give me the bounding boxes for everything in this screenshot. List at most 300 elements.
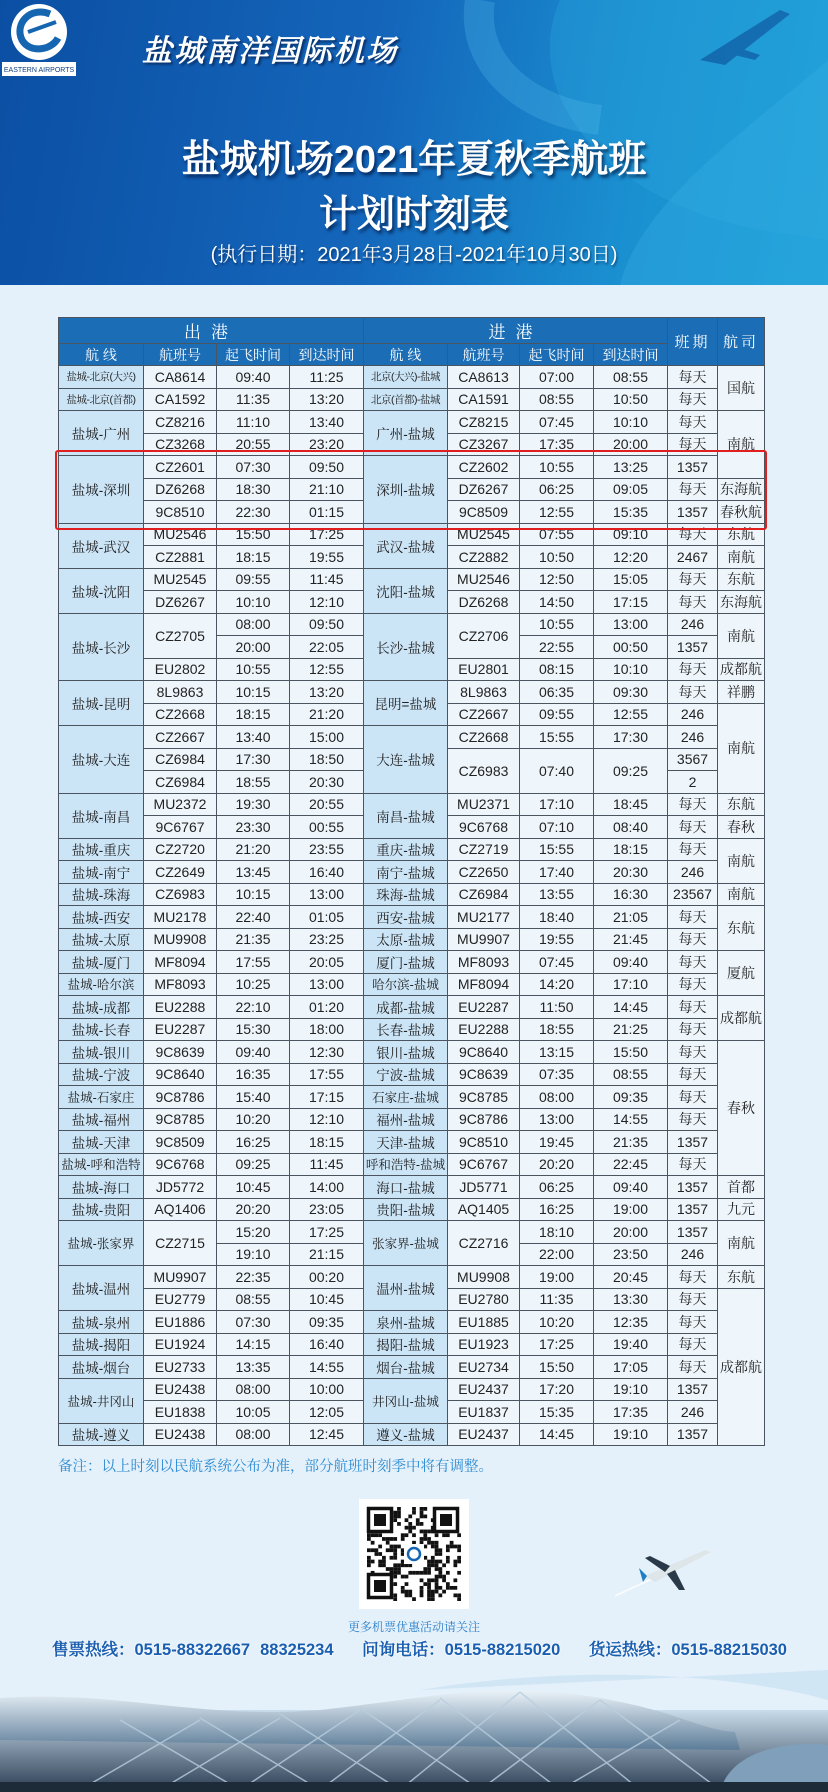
cargo-number[interactable]: 0515-88215030: [671, 1641, 787, 1659]
out-dep-cell: 09:40: [217, 1041, 290, 1064]
schedule-cell: 1357: [668, 501, 718, 524]
in-dep-cell: 18:40: [520, 906, 594, 929]
out-route-cell: 盐城-宁波: [59, 1063, 144, 1086]
out-flight-cell: CZ2715: [144, 1221, 217, 1266]
out-arr-cell: 11:45: [290, 568, 364, 591]
in-arr-cell: 09:40: [594, 951, 668, 974]
airline-cell: 春秋: [718, 1041, 765, 1176]
in-dep-cell: 16:25: [520, 1198, 594, 1221]
out-route-cell: 盐城-南昌: [59, 793, 144, 838]
out-flight-cell: EU1886: [144, 1311, 217, 1334]
in-dep-cell: 08:55: [520, 388, 594, 411]
in-flight-cell: EU2287: [448, 996, 520, 1019]
in-route-cell: 南宁-盐城: [364, 861, 448, 884]
out-dep-cell: 10:15: [217, 883, 290, 906]
in-route-cell: 大连-盐城: [364, 726, 448, 794]
out-route-cell: 盐城-珠海: [59, 883, 144, 906]
out-route-cell: 盐城-重庆: [59, 838, 144, 861]
in-arr-cell: 22:45: [594, 1153, 668, 1176]
table-row: [59, 906, 765, 929]
out-flight-cell: EU1838: [144, 1401, 217, 1424]
out-arr-cell: 13:20: [290, 388, 364, 411]
table-row: [59, 793, 765, 816]
out-dep-cell: 19:10: [217, 1243, 290, 1266]
in-flight-cell: CZ8215: [448, 411, 520, 434]
out-arr-cell: 01:15: [290, 501, 364, 524]
in-dep-cell: 20:20: [520, 1153, 594, 1176]
airline-cell: 成都航: [718, 658, 765, 681]
header-out-flight: 航班号: [144, 344, 217, 366]
in-dep-cell: 19:45: [520, 1131, 594, 1154]
out-arr-cell: 17:15: [290, 1086, 364, 1109]
in-arr-cell: 17:05: [594, 1356, 668, 1379]
schedule-cell: 246: [668, 1401, 718, 1424]
in-flight-cell: 9C8785: [448, 1086, 520, 1109]
out-route-cell: 盐城-井冈山: [59, 1378, 144, 1423]
table-row: [59, 1063, 765, 1086]
out-arr-cell: 19:55: [290, 546, 364, 569]
out-flight-cell: 9C8640: [144, 1063, 217, 1086]
schedule-cell: 1357: [668, 1221, 718, 1244]
table-row: [59, 1198, 765, 1221]
schedule-cell: 1357: [668, 1131, 718, 1154]
table-row: [59, 1041, 765, 1064]
out-flight-cell: CZ8216: [144, 411, 217, 434]
table-row: [59, 366, 765, 389]
out-flight-cell: EU2779: [144, 1288, 217, 1311]
in-route-cell: 呼和浩特-盐城: [364, 1153, 448, 1176]
in-dep-cell: 15:55: [520, 726, 594, 749]
out-flight-cell: 9C8785: [144, 1108, 217, 1131]
in-arr-cell: 09:35: [594, 1086, 668, 1109]
in-arr-cell: 15:50: [594, 1041, 668, 1064]
out-flight-cell: CZ6983: [144, 883, 217, 906]
out-dep-cell: 16:25: [217, 1131, 290, 1154]
schedule-cell: 1357: [668, 456, 718, 479]
in-route-cell: 海口-盐城: [364, 1176, 448, 1199]
in-dep-cell: 07:45: [520, 951, 594, 974]
in-arr-cell: 00:50: [594, 636, 668, 659]
in-flight-cell: DZ6267: [448, 478, 520, 501]
in-arr-cell: 17:30: [594, 726, 668, 749]
cargo-label: 货运热线：: [588, 1641, 672, 1659]
in-flight-cell: 9C6768: [448, 816, 520, 839]
in-dep-cell: 13:00: [520, 1108, 594, 1131]
in-dep-cell: 07:10: [520, 816, 594, 839]
schedule-cell: 2: [668, 771, 718, 794]
out-flight-cell: MU2178: [144, 906, 217, 929]
schedule-cell: 1357: [668, 1198, 718, 1221]
out-flight-cell: EU2802: [144, 658, 217, 681]
out-arr-cell: 12:30: [290, 1041, 364, 1064]
ticket-hotline-number[interactable]: 0515-88322667: [134, 1641, 251, 1659]
out-flight-cell: CZ2668: [144, 703, 217, 726]
table-row: [59, 883, 765, 906]
out-flight-cell: DZ6267: [144, 591, 217, 614]
header-schedule: 班期: [668, 318, 718, 366]
in-arr-cell: 08:55: [594, 366, 668, 389]
out-arr-cell: 18:50: [290, 748, 364, 771]
schedule-cell: 246: [668, 861, 718, 884]
out-route-cell: 盐城-武汉: [59, 523, 144, 568]
eastern-airports-logo: [0, 0, 78, 78]
in-route-cell: 哈尔滨-盐城: [364, 973, 448, 996]
in-route-cell: 张家界-盐城: [364, 1221, 448, 1266]
out-route-cell: 盐城-北京(首都): [59, 388, 144, 411]
out-dep-cell: 15:50: [217, 523, 290, 546]
out-arr-cell: 16:40: [290, 1333, 364, 1356]
out-dep-cell: 18:15: [217, 703, 290, 726]
inquiry-number[interactable]: 0515-88215020: [444, 1641, 561, 1659]
schedule-cell: 246: [668, 1243, 718, 1266]
out-dep-cell: 15:40: [217, 1086, 290, 1109]
in-arr-cell: 19:10: [594, 1378, 668, 1401]
out-dep-cell: 22:35: [217, 1266, 290, 1289]
in-dep-cell: 17:10: [520, 793, 594, 816]
in-arr-cell: 17:35: [594, 1401, 668, 1424]
airline-cell: 成都航: [718, 1288, 765, 1446]
airline-cell: 首都: [718, 1176, 765, 1199]
in-arr-cell: 18:45: [594, 793, 668, 816]
in-route-cell: 宁波-盐城: [364, 1063, 448, 1086]
in-flight-cell: CZ2716: [448, 1221, 520, 1266]
out-dep-cell: 13:35: [217, 1356, 290, 1379]
in-arr-cell: 13:30: [594, 1288, 668, 1311]
in-dep-cell: 10:20: [520, 1311, 594, 1334]
table-row: [59, 1131, 765, 1154]
table-row: [59, 1018, 765, 1041]
out-arr-cell: 13:20: [290, 681, 364, 704]
out-dep-cell: 10:55: [217, 658, 290, 681]
in-arr-cell: 20:30: [594, 861, 668, 884]
airport-name-logo: 盐城南洋国际机场: [142, 34, 398, 69]
out-dep-cell: 07:30: [217, 1311, 290, 1334]
in-dep-cell: 11:50: [520, 996, 594, 1019]
out-dep-cell: 15:30: [217, 1018, 290, 1041]
table-row: [59, 1266, 765, 1289]
out-arr-cell: 17:25: [290, 1221, 364, 1244]
out-flight-cell: EU2438: [144, 1423, 217, 1446]
in-arr-cell: 10:10: [594, 658, 668, 681]
out-arr-cell: 20:55: [290, 793, 364, 816]
schedule-cell: 每天: [668, 1333, 718, 1356]
in-arr-cell: 09:10: [594, 523, 668, 546]
airline-cell: 东航: [718, 1266, 765, 1289]
out-dep-cell: 08:00: [217, 613, 290, 636]
schedule-cell: 每天: [668, 411, 718, 434]
table-row: [59, 928, 765, 951]
out-flight-cell: MU9908: [144, 928, 217, 951]
airline-cell: 东海航: [718, 478, 765, 501]
out-arr-cell: 14:00: [290, 1176, 364, 1199]
page-title: 盐城机场2021年夏秋季航班: [181, 139, 647, 181]
out-arr-cell: 20:05: [290, 951, 364, 974]
airline-cell: 南航: [718, 838, 765, 883]
in-route-cell: 厦门-盐城: [364, 951, 448, 974]
in-arr-cell: 20:00: [594, 1221, 668, 1244]
inquiry-label: 问询电话：: [362, 1641, 445, 1659]
header-in-flight: 航班号: [448, 344, 520, 366]
in-route-cell: 重庆-盐城: [364, 838, 448, 861]
airline-cell: 南航: [718, 703, 765, 793]
in-arr-cell: 21:05: [594, 906, 668, 929]
in-arr-cell: 15:35: [594, 501, 668, 524]
airline-cell: 国航: [718, 366, 765, 411]
out-flight-cell: EU2287: [144, 1018, 217, 1041]
header-arrivals: 进港: [364, 318, 668, 344]
table-row: [59, 838, 765, 861]
out-arr-cell: 23:05: [290, 1198, 364, 1221]
out-route-cell: 盐城-沈阳: [59, 568, 144, 613]
out-route-cell: 盐城-温州: [59, 1266, 144, 1311]
out-dep-cell: 07:30: [217, 456, 290, 479]
header-in-dep: 起飞时间: [520, 344, 594, 366]
in-route-cell: 遵义-盐城: [364, 1423, 448, 1446]
schedule-cell: 每天: [668, 1266, 718, 1289]
in-flight-cell: 9C8640: [448, 1041, 520, 1064]
schedule-cell: 246: [668, 613, 718, 636]
out-flight-cell: EU1924: [144, 1333, 217, 1356]
in-arr-cell: 08:40: [594, 816, 668, 839]
out-arr-cell: 00:20: [290, 1266, 364, 1289]
in-flight-cell: DZ6268: [448, 591, 520, 614]
schedule-cell: 1357: [668, 1378, 718, 1401]
in-flight-cell: MU2177: [448, 906, 520, 929]
header-in-route: 航 线: [364, 344, 448, 366]
table-row: [59, 568, 765, 591]
out-route-cell: 盐城-大连: [59, 726, 144, 794]
in-flight-cell: CA8613: [448, 366, 520, 389]
in-flight-cell: MU2371: [448, 793, 520, 816]
out-dep-cell: 13:45: [217, 861, 290, 884]
out-flight-cell: CZ6984: [144, 748, 217, 771]
in-dep-cell: 06:25: [520, 478, 594, 501]
header-in-arr: 到达时间: [594, 344, 668, 366]
out-flight-cell: 9C8639: [144, 1041, 217, 1064]
in-route-cell: 长春-盐城: [364, 1018, 448, 1041]
out-arr-cell: 22:05: [290, 636, 364, 659]
schedule-cell: 每天: [668, 478, 718, 501]
in-route-cell: 烟台-盐城: [364, 1356, 448, 1379]
page-subtitle: 计划时刻表: [318, 194, 509, 236]
schedule-cell: 每天: [668, 433, 718, 456]
out-arr-cell: 09:50: [290, 613, 364, 636]
in-flight-cell: CA1591: [448, 388, 520, 411]
in-flight-cell: EU2437: [448, 1423, 520, 1446]
out-dep-cell: 10:25: [217, 973, 290, 996]
table-row: [59, 523, 765, 546]
out-arr-cell: 11:45: [290, 1153, 364, 1176]
table-row: [59, 613, 765, 636]
airline-cell: 东航: [718, 906, 765, 951]
in-route-cell: 井冈山-盐城: [364, 1378, 448, 1423]
out-route-cell: 盐城-长沙: [59, 613, 144, 681]
schedule-cell: 每天: [668, 658, 718, 681]
schedule-cell: 每天: [668, 1063, 718, 1086]
in-arr-cell: 09:30: [594, 681, 668, 704]
out-arr-cell: 10:00: [290, 1378, 364, 1401]
out-dep-cell: 10:20: [217, 1108, 290, 1131]
in-arr-cell: 09:40: [594, 1176, 668, 1199]
in-dep-cell: 07:00: [520, 366, 594, 389]
out-route-cell: 盐城-深圳: [59, 456, 144, 524]
out-dep-cell: 11:10: [217, 411, 290, 434]
in-flight-cell: MU2546: [448, 568, 520, 591]
in-route-cell: 成都-盐城: [364, 996, 448, 1019]
out-flight-cell: MF8094: [144, 951, 217, 974]
out-dep-cell: 17:30: [217, 748, 290, 771]
in-flight-cell: JD5771: [448, 1176, 520, 1199]
out-dep-cell: 13:40: [217, 726, 290, 749]
schedule-cell: 每天: [668, 1356, 718, 1379]
out-arr-cell: 15:00: [290, 726, 364, 749]
airline-cell: 春秋航: [718, 501, 765, 524]
out-dep-cell: 08:55: [217, 1288, 290, 1311]
ticket-hotline-number-2[interactable]: 88325234: [260, 1641, 334, 1659]
airline-cell: 东航: [718, 568, 765, 591]
out-flight-cell: CZ2705: [144, 613, 217, 658]
out-arr-cell: 12:55: [290, 658, 364, 681]
out-dep-cell: 19:30: [217, 793, 290, 816]
in-route-cell: 南昌-盐城: [364, 793, 448, 838]
in-flight-cell: CZ2667: [448, 703, 520, 726]
out-arr-cell: 12:10: [290, 591, 364, 614]
airline-cell: 九元: [718, 1198, 765, 1221]
out-flight-cell: 9C8509: [144, 1131, 217, 1154]
in-dep-cell: 14:50: [520, 591, 594, 614]
in-dep-cell: 17:25: [520, 1333, 594, 1356]
out-arr-cell: 12:45: [290, 1423, 364, 1446]
out-arr-cell: 09:50: [290, 456, 364, 479]
schedule-cell: 每天: [668, 523, 718, 546]
out-flight-cell: 9C8510: [144, 501, 217, 524]
airline-cell: 春秋: [718, 816, 765, 839]
out-flight-cell: 9C6767: [144, 816, 217, 839]
in-flight-cell: CZ2719: [448, 838, 520, 861]
in-dep-cell: 10:50: [520, 546, 594, 569]
out-arr-cell: 18:00: [290, 1018, 364, 1041]
out-route-cell: 盐城-揭阳: [59, 1333, 144, 1356]
out-route-cell: 盐城-西安: [59, 906, 144, 929]
schedule-cell: 每天: [668, 681, 718, 704]
out-dep-cell: 22:30: [217, 501, 290, 524]
schedule-cell: 每天: [668, 951, 718, 974]
in-flight-cell: MU9907: [448, 928, 520, 951]
in-route-cell: 北京(首都)-盐城: [364, 388, 448, 411]
flight-schedule-table: [58, 317, 765, 1446]
in-dep-cell: 18:55: [520, 1018, 594, 1041]
airline-cell: 东航: [718, 523, 765, 546]
header-departures: 出港: [59, 318, 364, 344]
out-arr-cell: 21:10: [290, 478, 364, 501]
out-route-cell: 盐城-哈尔滨: [59, 973, 144, 996]
table-row: [59, 1221, 765, 1244]
in-route-cell: 温州-盐城: [364, 1266, 448, 1311]
in-arr-cell: 19:00: [594, 1198, 668, 1221]
out-arr-cell: 13:00: [290, 883, 364, 906]
out-arr-cell: 21:20: [290, 703, 364, 726]
in-arr-cell: 09:05: [594, 478, 668, 501]
out-dep-cell: 20:20: [217, 1198, 290, 1221]
out-dep-cell: 18:55: [217, 771, 290, 794]
schedule-cell: 每天: [668, 591, 718, 614]
out-dep-cell: 21:35: [217, 928, 290, 951]
in-arr-cell: 20:45: [594, 1266, 668, 1289]
header-airline: 航司: [718, 318, 765, 366]
in-route-cell: 武汉-盐城: [364, 523, 448, 568]
out-flight-cell: CZ2720: [144, 838, 217, 861]
airline-cell: 南航: [718, 411, 765, 479]
svg-text:EASTERN AIRPORTS: EASTERN AIRPORTS: [3, 67, 75, 74]
out-route-cell: 盐城-成都: [59, 996, 144, 1019]
out-arr-cell: 01:20: [290, 996, 364, 1019]
in-flight-cell: EU2780: [448, 1288, 520, 1311]
in-flight-cell: 8L9863: [448, 681, 520, 704]
in-dep-cell: 11:35: [520, 1288, 594, 1311]
in-arr-cell: 20:00: [594, 433, 668, 456]
out-arr-cell: 17:55: [290, 1063, 364, 1086]
out-route-cell: 盐城-泉州: [59, 1311, 144, 1334]
out-flight-cell: EU2438: [144, 1378, 217, 1401]
header-out-route: 航 线: [59, 344, 144, 366]
contact-hotlines: [52, 1636, 787, 1660]
table-row: [59, 388, 765, 411]
in-arr-cell: 12:55: [594, 703, 668, 726]
in-dep-cell: 14:20: [520, 973, 594, 996]
terminal-building-image: [0, 1670, 828, 1792]
qr-code[interactable]: [359, 1499, 469, 1609]
out-route-cell: 盐城-太原: [59, 928, 144, 951]
table-row: [59, 1311, 765, 1334]
in-dep-cell: 07:45: [520, 411, 594, 434]
in-dep-cell: 19:00: [520, 1266, 594, 1289]
in-arr-cell: 17:15: [594, 591, 668, 614]
in-dep-cell: 13:15: [520, 1041, 594, 1064]
out-arr-cell: 23:20: [290, 433, 364, 456]
in-flight-cell: CZ2706: [448, 613, 520, 658]
schedule-cell: 每天: [668, 1108, 718, 1131]
schedule-cell: 每天: [668, 906, 718, 929]
out-arr-cell: 17:25: [290, 523, 364, 546]
table-row: [59, 951, 765, 974]
in-dep-cell: 10:55: [520, 613, 594, 636]
in-dep-cell: 07:35: [520, 1063, 594, 1086]
in-route-cell: 长沙-盐城: [364, 613, 448, 681]
effective-period: (执行日期：2021年3月28日-2021年10月30日): [210, 244, 618, 266]
in-flight-cell: EU2801: [448, 658, 520, 681]
in-dep-cell: 19:55: [520, 928, 594, 951]
in-dep-cell: 22:55: [520, 636, 594, 659]
in-dep-cell: 10:55: [520, 456, 594, 479]
in-arr-cell: 09:25: [594, 748, 668, 793]
out-flight-cell: JD5772: [144, 1176, 217, 1199]
out-arr-cell: 11:25: [290, 366, 364, 389]
out-dep-cell: 23:30: [217, 816, 290, 839]
out-route-cell: 盐城-福州: [59, 1108, 144, 1131]
out-flight-cell: DZ6268: [144, 478, 217, 501]
schedule-cell: 1357: [668, 636, 718, 659]
in-route-cell: 泉州-盐城: [364, 1311, 448, 1334]
in-arr-cell: 21:25: [594, 1018, 668, 1041]
out-flight-cell: MU2546: [144, 523, 217, 546]
in-flight-cell: 9C8509: [448, 501, 520, 524]
out-flight-cell: MU2372: [144, 793, 217, 816]
footnote: 备注：以上时刻以民航系统公布为准，部分航班时刻季中将有调整。: [58, 1459, 493, 1475]
out-arr-cell: 12:05: [290, 1401, 364, 1424]
schedule-cell: 每天: [668, 816, 718, 839]
out-route-cell: 盐城-遵义: [59, 1423, 144, 1446]
header-out-dep: 起飞时间: [217, 344, 290, 366]
